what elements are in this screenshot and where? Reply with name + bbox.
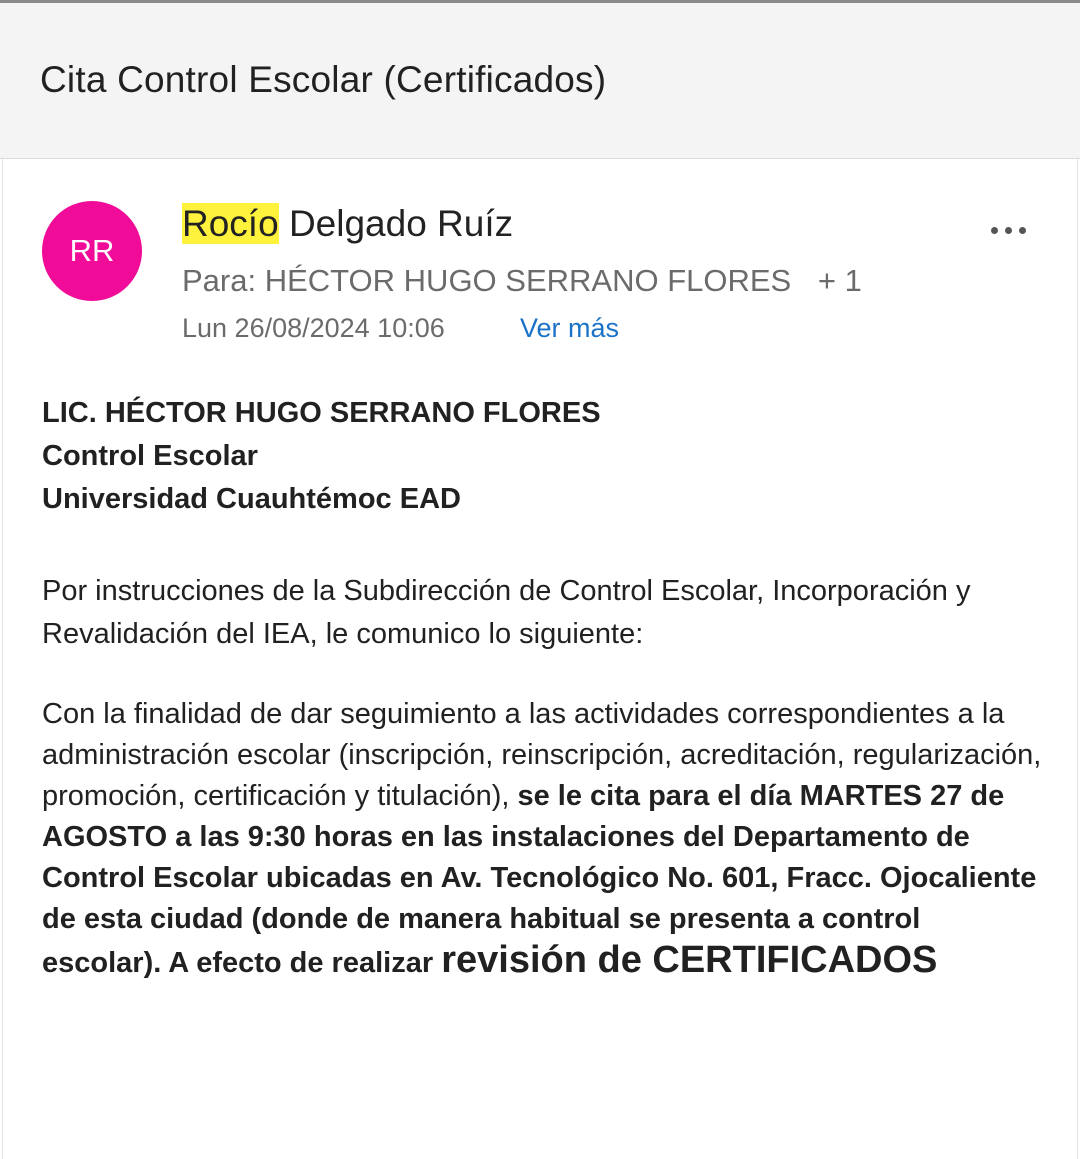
signature-line: Control Escolar xyxy=(42,440,258,472)
body-paragraph-appointment xyxy=(42,694,1042,984)
signature-line: Universidad Cuauhtémoc EAD xyxy=(42,483,461,515)
extra-recipients-count: + 1 xyxy=(817,263,862,298)
sent-datetime: Lun 26/08/2024 10:06 xyxy=(182,313,445,343)
recipients-line[interactable] xyxy=(182,263,862,299)
to-prefix: Para: xyxy=(182,263,257,298)
appointment-details-text: se le cita para el día MARTES 27 de AGOSTO a las 9:30 horas en las instalaciones del Departamento de Control Escolar ubicadas en Av. Tecnológico No. 601, Fracc. Ojocaliente de esta ciudad (donde de manera habitual se presenta a control escolar). A efecto de realizar xyxy=(42,780,1037,979)
sender-last-names: Delgado Ruíz xyxy=(288,203,514,244)
subject-header xyxy=(0,3,1080,159)
email-body xyxy=(42,392,1042,984)
sender-name[interactable] xyxy=(182,203,513,245)
to-name: HÉCTOR HUGO SERRANO FLORES xyxy=(264,263,792,298)
signature-line: LIC. HÉCTOR HUGO SERRANO FLORES xyxy=(42,397,601,429)
sender-first-name-highlight: Rocío xyxy=(182,203,279,244)
more-options-icon[interactable] xyxy=(980,212,1036,248)
appointment-intro-text: Con la finalidad de dar seguimiento a las actividades correspondientes a la administración escolar (inscripción, reinscripción, acreditación, regularización, promoción, certificación y titulación), xyxy=(42,698,1042,812)
signature-block xyxy=(42,392,1042,521)
show-more-link[interactable]: Ver más xyxy=(520,313,620,343)
email-subject: Cita Control Escolar (Certificados) xyxy=(40,59,607,100)
appointment-purpose-text: revisión de CERTIFICADOS xyxy=(441,939,938,981)
sender-avatar[interactable]: RR xyxy=(42,201,142,301)
body-paragraph-instructions: Por instrucciones de la Subdirección de Control Escolar, Incorporación y Revalidación del IEA, le comunico lo siguiente: xyxy=(42,575,971,650)
